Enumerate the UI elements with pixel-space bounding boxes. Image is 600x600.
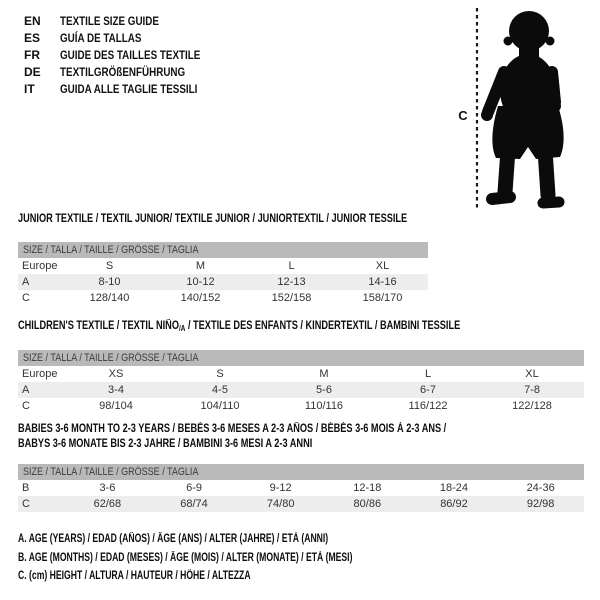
language-title: GUÍA DE TALLAS bbox=[60, 30, 142, 45]
table-cell: 8-10 bbox=[64, 274, 155, 290]
row-label: A bbox=[18, 382, 64, 398]
table-cell: 12-18 bbox=[353, 482, 382, 494]
table-cell: S bbox=[105, 260, 114, 272]
table-cell: 110/116 bbox=[304, 400, 344, 412]
children-section-title bbox=[18, 319, 571, 336]
footnote-text: B. AGE (MONTHS) / EDAD (MESES) / ÂGE (MOIS) / ALTER (MONATE) / ETÀ (MESI) bbox=[18, 551, 353, 564]
children-title-subscript: /A bbox=[178, 324, 186, 333]
table-row bbox=[18, 480, 584, 496]
table-cell: 86/92 bbox=[411, 496, 498, 512]
table-cell: M bbox=[195, 260, 206, 272]
junior-size-table bbox=[18, 242, 428, 306]
size-header-row bbox=[18, 464, 584, 480]
language-code: EN bbox=[24, 13, 41, 28]
table-cell: 68/74 bbox=[151, 496, 238, 512]
children-title-pre: CHILDREN'S TEXTILE / TEXTIL NIÑO bbox=[18, 320, 179, 332]
table-cell: 14-16 bbox=[337, 274, 428, 290]
size-header-label: SIZE / TALLA / TAILLE / GRÖSSE / TAGLIA bbox=[23, 352, 199, 364]
language-code: ES bbox=[24, 30, 41, 45]
table-cell: 9-12 bbox=[269, 482, 292, 494]
table-cell: 4-5 bbox=[168, 382, 272, 398]
toddler-silhouette-icon bbox=[481, 11, 564, 203]
table-row bbox=[18, 258, 428, 274]
table-cell: 140/152 bbox=[180, 292, 221, 304]
height-measure-label: C bbox=[458, 108, 468, 123]
table-cell: 104/110 bbox=[200, 400, 240, 412]
table-cell: 6-7 bbox=[376, 382, 480, 398]
table-cell: M bbox=[319, 368, 329, 380]
junior-title-text: JUNIOR TEXTILE / TEXTIL JUNIOR/ TEXTILE JUNIOR / JUNIORTEXTIL / JUNIOR TESSILE bbox=[18, 213, 408, 225]
footnote-age-years bbox=[18, 533, 464, 552]
language-title: TEXTILGRÖßENFÜHRUNG bbox=[60, 64, 186, 79]
size-header-label: SIZE / TALLA / TAILLE / GRÖSSE / TAGLIA bbox=[23, 244, 199, 256]
table-row bbox=[18, 290, 428, 306]
table-cell: 92/98 bbox=[497, 496, 584, 512]
babies-title-line2: BABYS 3-6 MONATE BIS 2-3 JAHRE / BAMBINI 3-6 MESI A 2-3 ANNI bbox=[18, 438, 313, 450]
table-cell: XL bbox=[525, 368, 539, 380]
language-code: DE bbox=[24, 64, 41, 79]
toddler-height-figure bbox=[440, 0, 600, 215]
table-cell: 116/122 bbox=[408, 400, 448, 412]
language-row-de bbox=[24, 63, 231, 80]
table-cell: 10-12 bbox=[155, 274, 246, 290]
row-label: C bbox=[22, 292, 30, 304]
language-row-it bbox=[24, 80, 231, 97]
table-row bbox=[18, 274, 428, 290]
language-list bbox=[24, 12, 231, 97]
junior-section-title bbox=[18, 212, 504, 227]
table-cell: L bbox=[424, 368, 432, 380]
table-cell: 62/68 bbox=[64, 496, 151, 512]
size-header-row bbox=[18, 242, 428, 258]
table-cell: 24-36 bbox=[526, 482, 555, 494]
language-code: FR bbox=[24, 47, 40, 62]
table-cell: 3-6 bbox=[99, 482, 116, 494]
row-label: C bbox=[22, 400, 30, 412]
size-header-label: SIZE / TALLA / TAILLE / GRÖSSE / TAGLIA bbox=[23, 466, 199, 478]
row-label: A bbox=[18, 274, 64, 290]
language-row-fr bbox=[24, 46, 231, 63]
table-cell: XS bbox=[108, 368, 124, 380]
table-cell: 122/128 bbox=[512, 400, 552, 412]
table-cell: L bbox=[288, 260, 295, 272]
table-cell: 18-24 bbox=[439, 482, 469, 494]
language-row-es bbox=[24, 29, 231, 46]
table-cell: 7-8 bbox=[480, 382, 584, 398]
language-title: TEXTILE SIZE GUIDE bbox=[60, 13, 159, 28]
language-code: IT bbox=[24, 81, 35, 96]
row-label: Europe bbox=[22, 368, 58, 380]
table-cell: XL bbox=[375, 260, 390, 272]
footnote-height-cm bbox=[18, 570, 464, 589]
table-cell: 6-9 bbox=[186, 482, 202, 494]
table-cell: 152/158 bbox=[271, 292, 312, 304]
table-cell: 3-4 bbox=[64, 382, 168, 398]
table-cell: 12-13 bbox=[246, 274, 337, 290]
row-label: Europe bbox=[22, 260, 58, 272]
language-title: GUIDE DES TAILLES TEXTILE bbox=[60, 47, 201, 62]
row-label: C bbox=[18, 496, 64, 512]
children-title-post: / TEXTILE DES ENFANTS / KINDERTEXTIL / BAMBINI TESSILE bbox=[185, 320, 461, 332]
babies-section-title bbox=[18, 422, 553, 452]
children-size-table bbox=[18, 350, 584, 414]
table-row bbox=[18, 496, 584, 512]
footnote-age-months bbox=[18, 552, 464, 571]
table-cell: 5-6 bbox=[272, 382, 376, 398]
footnotes bbox=[18, 533, 464, 589]
table-cell: 128/140 bbox=[89, 292, 130, 304]
children-title-text bbox=[18, 319, 460, 336]
language-row-en bbox=[24, 12, 231, 29]
footnote-text: A. AGE (YEARS) / EDAD (AÑOS) / ÂGE (ANS) / ALTER (JAHRE) / ETÀ (ANNI) bbox=[18, 533, 329, 545]
table-cell: 80/86 bbox=[324, 496, 411, 512]
language-title: GUIDA ALLE TAGLIE TESSILI bbox=[60, 81, 198, 96]
table-cell: 158/170 bbox=[362, 292, 403, 304]
footnote-text: C. (cm) HEIGHT / ALTURA / HAUTEUR / HÖHE / ALTEZZA bbox=[18, 570, 251, 582]
table-row bbox=[18, 398, 584, 414]
table-cell: S bbox=[216, 368, 224, 380]
table-row bbox=[18, 366, 584, 382]
row-label: B bbox=[22, 482, 30, 494]
table-row bbox=[18, 382, 584, 398]
babies-title-line1: BABIES 3-6 MONTH TO 2-3 YEARS / BEBÉS 3-6 MESES A 2-3 AÑOS / BÉBÉS 3-6 MOIS À 2-3 ANS / bbox=[18, 423, 447, 435]
size-header-row bbox=[18, 350, 584, 366]
babies-size-table bbox=[18, 464, 584, 512]
table-cell: 74/80 bbox=[237, 496, 324, 512]
table-cell: 98/104 bbox=[99, 400, 133, 412]
